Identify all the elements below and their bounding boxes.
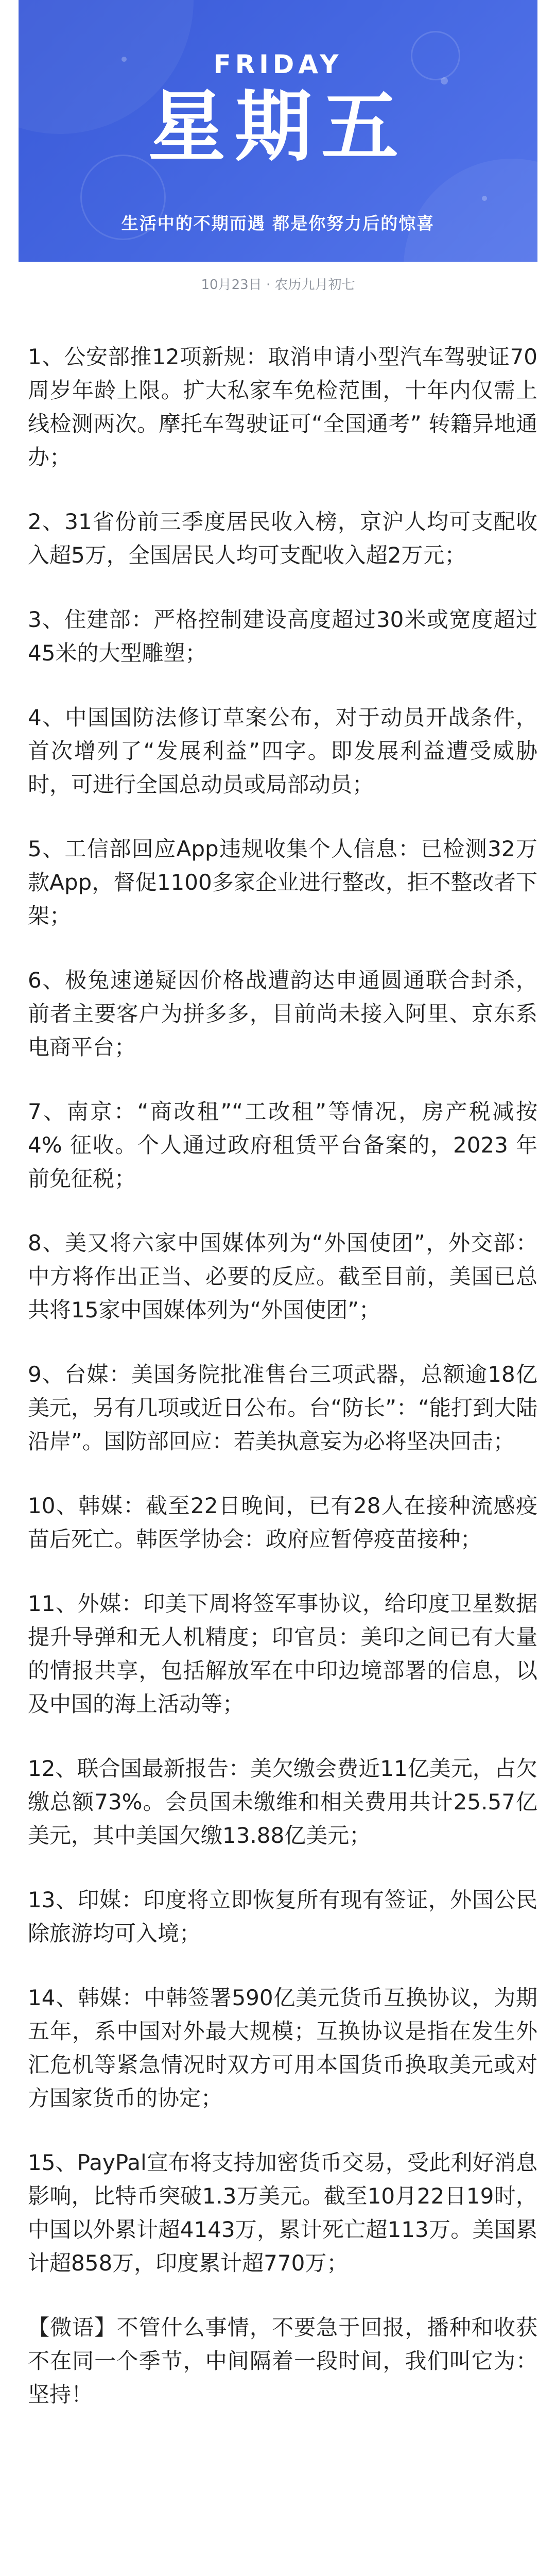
news-list bbox=[28, 340, 537, 2411]
closing-quote: 【微语】不管什么事情，不要急于回报，播种和收获不在同一个季节，中间隔着一段时间，我们叫它为：坚持！ bbox=[28, 2315, 537, 2407]
banner-slogan: 生活中的不期而遇 都是你努力后的惊喜 bbox=[121, 213, 435, 233]
news-item: 12、联合国最新报告：美欠缴会费近11亿美元，占欠缴总额73%。会员国未缴维和相关费用共计25.57亿美元，其中美国欠缴13.88亿美元； bbox=[28, 1756, 537, 1848]
news-item: 11、外媒：印美下周将签军事协议，给印度卫星数据提升导弹和无人机精度；印官员：美印之间已有大量的情报共享，包括解放军在中印边境部署的信息，以及中国的海上活动等； bbox=[28, 1591, 537, 1717]
news-item: 10、韩媒：截至22日晚间，已有28人在接种流感疫苗后死亡。韩医学协会：政府应暂停疫苗接种； bbox=[28, 1493, 537, 1552]
news-item: 6、极兔速递疑因价格战遭韵达申通圆通联合封杀，前者主要客户为拼多多，目前尚未接入阿里、京东系电商平台； bbox=[28, 968, 537, 1060]
news-item: 4、中国国防法修订草案公布，对于动员开战条件，首次增列了“发展利益”四字。即发展利益遭受威胁时，可进行全国总动员或局部动员； bbox=[28, 705, 537, 797]
news-item: 9、台媒：美国务院批准售台三项武器，总额逾18亿美元，另有几项或近日公布。台“防长”：“能打到大陆沿岸”。国防部回应：若美执意妄为必将坚决回击； bbox=[28, 1362, 537, 1454]
header-banner bbox=[19, 0, 537, 262]
news-item: 15、PayPal宣布将支持加密货币交易，受此利好消息影响，比特币突破1.3万美元。截至10月22日19时，中国以外累计超4143万，累计死亡超113万。美国累计超858万，印度累计超770万； bbox=[28, 2150, 537, 2276]
weekday-english: FRIDAY bbox=[213, 49, 343, 79]
news-item: 2、31省份前三季度居民收入榜，京沪人均可支配收入超5万，全国居民人均可支配收入超2万元； bbox=[28, 509, 537, 568]
news-item: 3、住建部：严格控制建设高度超过30米或宽度超过45米的大型雕塑； bbox=[28, 607, 537, 666]
news-item: 13、印媒：印度将立即恢复所有现有签证，外国公民除旅游均可入境； bbox=[28, 1887, 537, 1946]
news-item: 7、南京：“商改租”“工改租”等情况，房产税减按 4% 征收。个人通过政府租赁平台备案的，2023 年前免征税； bbox=[28, 1099, 537, 1191]
news-item: 14、韩媒：中韩签署590亿美元货币互换协议，为期五年，系中国对外最大规模；互换协议是指在发生外汇危机等紧急情况时双方可用本国货币换取美元或对方国家货币的协定； bbox=[28, 1985, 537, 2111]
weekday-chinese: 星期五 bbox=[148, 82, 408, 172]
decorative-dot bbox=[482, 196, 487, 201]
news-item: 5、工信部回应App违规收集个人信息：已检测32万款App，督促1100多家企业进行整改，拒不整改者下架； bbox=[28, 836, 537, 928]
news-item: 1、公安部推12项新规：取消申请小型汽车驾驶证70周岁年龄上限。扩大私家车免检范围，十年内仅需上线检测两次。摩托车驾驶证可“全国通考” 转籍异地通办； bbox=[28, 344, 537, 470]
news-item: 8、美又将六家中国媒体列为“外国使团”，外交部：中方将作出正当、必要的反应。截至目前，美国已总共将15家中国媒体列为“外国使团”； bbox=[28, 1230, 537, 1323]
date-line: 10月23日 · 农历九月初七 bbox=[201, 277, 355, 293]
